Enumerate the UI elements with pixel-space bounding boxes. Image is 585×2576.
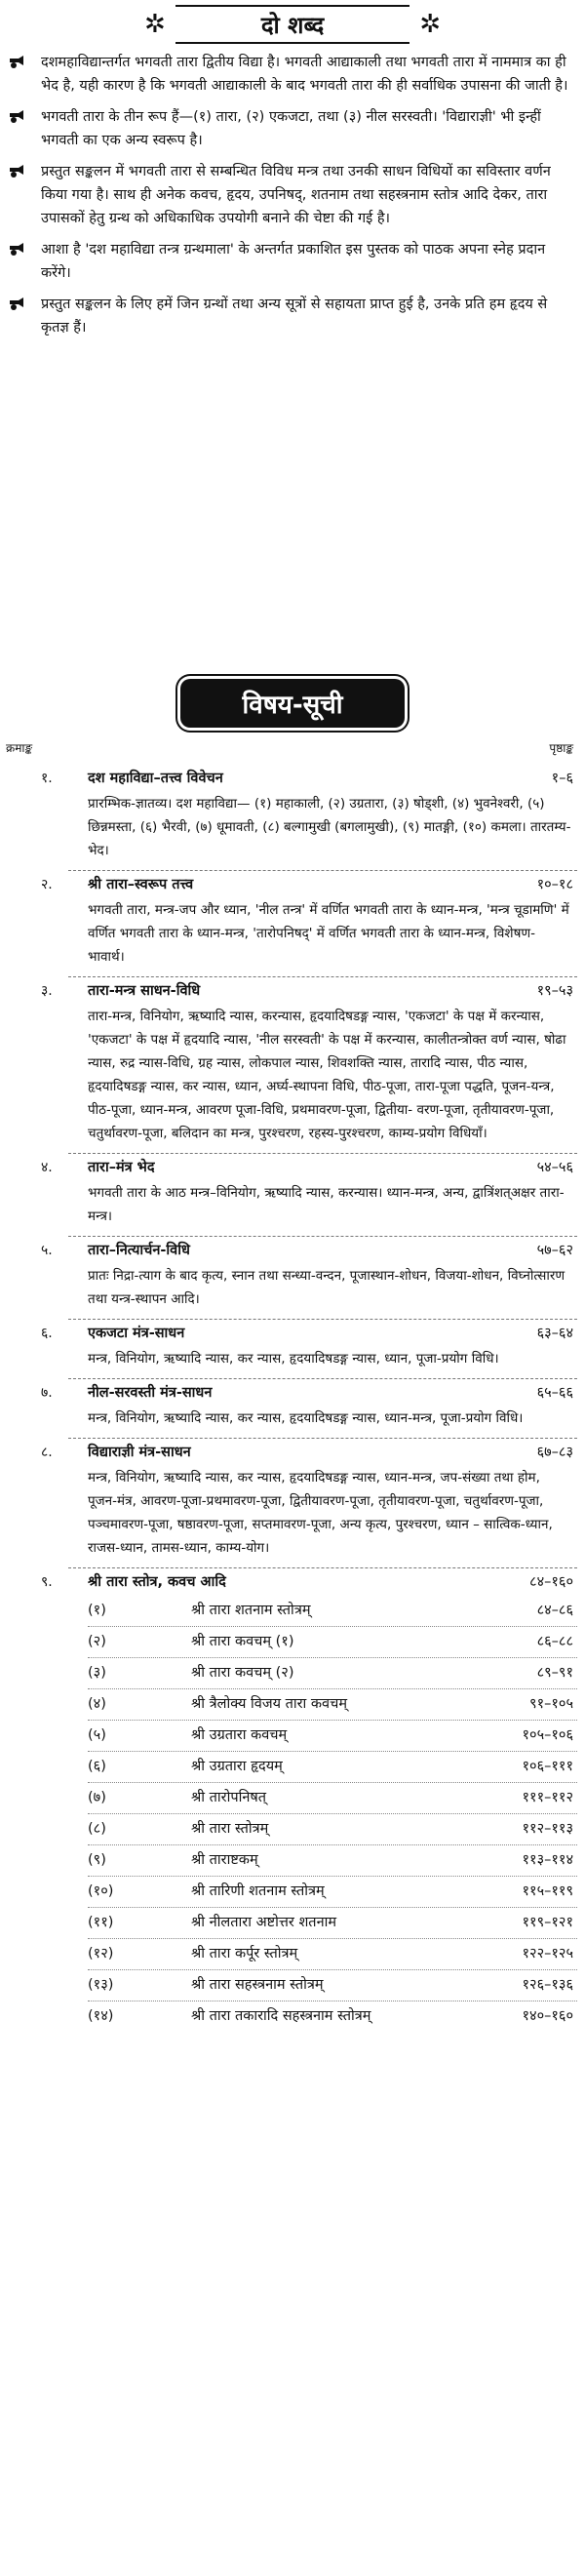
toc-subentry-pages: ८४–८६: [536, 1603, 573, 1618]
toc-entry-description: प्रातः निद्रा-त्याग के बाद कृत्य, स्नान तथा सन्ध्या-वन्दन, पूजास्थान-शोधन, विजया-शोधन, विघ्नोत्सारण तथा यन्त्र-स्थापन आदि।: [88, 1268, 566, 1307]
toc-entry-pages: १–६: [551, 771, 573, 786]
toc-entry-pages: ६५–६६: [536, 1385, 573, 1401]
toc-subentry-pages: १४०–१६०: [522, 2008, 573, 2024]
intro-section: [6, 51, 577, 347]
toc-subentry-number: (११): [88, 1915, 114, 1930]
intro-paragraph: [6, 293, 577, 339]
toc-subentry-pages: १०५–१०६: [522, 1727, 573, 1743]
table-of-contents: [0, 765, 585, 2032]
toc-subentry-title: श्री तारा कवचम् (१): [191, 1634, 294, 1649]
toc-entry-description: भगवती तारा, मन्त्र-जप और ध्यान, 'नील तन्त्र' में वर्णित भगवती तारा के ध्यान-मन्त्र, 'मन्त्र चूडामणि' में वर्णित भगवती तारा के ध्यान-मन्त्र, 'तारोपनिषद्' में वर्णित भगवती तारा के ध्यान-मन्त्र, विशेषण-भावार्थ।: [88, 902, 569, 965]
toc-subentry-number: (२): [88, 1634, 106, 1649]
toc-entry-title: दश महाविद्या–तत्त्व विवेचन: [88, 771, 223, 786]
toc-entry-number: १.: [41, 771, 53, 786]
toc-subentry[interactable]: [0, 1596, 585, 1626]
toc-subentry-number: (४): [88, 1696, 106, 1712]
toc-entry-number: ६.: [41, 1326, 53, 1341]
toc-subentry[interactable]: [0, 1908, 585, 1938]
toc-subentry-number: (१३): [88, 1977, 114, 1993]
toc-entry-description: प्रारम्भिक-ज्ञातव्य। दश महाविद्या— (१) महाकाली, (२) उग्रतारा, (३) षोड्शी, (४) भुवनेश्वरी, (५) छिन्नमस्ता, (६) भैरवी, (७) धूमावती, (८) बल्गामुखी (बगलामुखी), (९) मातङ्गी, (१०) कमला। तारतम्य-भेद।: [88, 796, 571, 858]
toc-subentry-pages: १११–११२: [522, 1790, 573, 1805]
toc-subentry-pages: ८९–९१: [536, 1665, 573, 1681]
pointing-hand-icon: [8, 239, 27, 258]
toc-entry-number: ९.: [41, 1574, 53, 1590]
toc-subentry-title: श्री उग्रतारा हृदयम्: [191, 1759, 283, 1774]
toc-subentry-pages: १२२–१२५: [522, 1946, 573, 1962]
toc-subentry-title: श्री ताराष्टकम्: [191, 1852, 258, 1868]
toc-subentry[interactable]: [0, 1721, 585, 1751]
toc-subentry-pages: १२६–१३६: [522, 1977, 573, 1993]
toc-col-number-header: क्रमाङ्क: [6, 741, 33, 755]
toc-entry[interactable]: [0, 1568, 585, 1596]
toc-subentry[interactable]: [0, 2001, 585, 2032]
toc-entry-title: एकजटा मंत्र-साधन: [88, 1326, 185, 1341]
toc-entry-description: मन्त्र, विनियोग, ऋष्यादि न्यास, कर न्यास, हृदयादिषडङ्ग न्यास, ध्यान, पूजा-प्रयोग विधि।: [88, 1351, 499, 1367]
toc-subentry-number: (७): [88, 1790, 106, 1805]
toc-entry[interactable]: [0, 1154, 585, 1237]
intro-text: भगवती तारा के तीन रूप हैं—(१) तारा, (२) एकजटा, तथा (३) नील सरस्वती। 'विद्याराज्ञी' भी इन्हीं भगवती का एक अन्य स्वरूप है।: [41, 109, 541, 148]
toc-sublist: [0, 1596, 585, 2032]
toc-entry[interactable]: [0, 1237, 585, 1320]
toc-subentry[interactable]: [0, 1814, 585, 1844]
toc-entry-number: ४.: [41, 1160, 53, 1175]
toc-subentry-pages: ८६–८८: [536, 1634, 573, 1649]
toc-subentry-number: (५): [88, 1727, 106, 1743]
toc-subentry-pages: ११२–११३: [522, 1821, 573, 1837]
toc-entry[interactable]: [0, 977, 585, 1154]
toc-entry-title: तारा–मंत्र भेद: [88, 1160, 155, 1175]
toc-entry-pages: १९–५३: [536, 983, 573, 999]
toc-entry[interactable]: [0, 1439, 585, 1568]
toc-entry-number: ८.: [41, 1445, 53, 1460]
toc-subentry-pages: १०६–१११: [522, 1759, 573, 1774]
intro-paragraph: [6, 105, 577, 152]
page-header: [144, 4, 441, 45]
toc-entry-description: मन्त्र, विनियोग, ऋष्यादि न्यास, कर न्यास, हृदयादिषडङ्ग न्यास, ध्यान-मन्त्र, जप-संख्या तथा होम, पूजन-मंत्र, आवरण-पूजा-प्रथमावरण-पूजा, द्वितीयावरण-पूजा, तृतीयावरण-पूजा, चतुर्थावरण-पूजा, पञ्चमावरण-पूजा, षष्ठावरण-पूजा, सप्तमावरण-पूजा, अन्य कृत्य, पुरश्चरण, ध्यान – सात्विक-ध्यान, राजस-ध्यान, तामस-ध्यान, काम्य-योग।: [88, 1470, 553, 1556]
toc-subentry-pages: ११९–१२१: [522, 1915, 573, 1930]
toc-subentry-title: श्री तारा कर्पूर स्तोत्रम्: [191, 1946, 298, 1962]
intro-text: प्रस्तुत सङ्कलन के लिए हमें जिन ग्रन्थों तथा अन्य सूत्रों से सहायता प्राप्त हुई है, उनके प्रति हम हृदय से कृतज्ञ हैं।: [41, 297, 548, 336]
toc-col-page-header: पृष्ठाङ्क: [549, 741, 573, 755]
toc-subentry[interactable]: [0, 1689, 585, 1720]
toc-entry-description: मन्त्र, विनियोग, ऋष्यादि न्यास, कर न्यास, हृदयादिषडङ्ग न्यास, ध्यान-मन्त्र, पूजा-प्रयोग विधि।: [88, 1410, 524, 1426]
toc-subentry[interactable]: [0, 1783, 585, 1813]
toc-subentry-title: श्री उग्रतारा कवचम्: [191, 1727, 288, 1743]
toc-subentry-pages: ११५–११९: [522, 1883, 573, 1899]
intro-text: प्रस्तुत सङ्कलन में भगवती तारा से सम्बन्धित विविध मन्त्र तथा उनकी साधन विधियों का सविस्तार वर्णन किया गया है। साथ ही अनेक कवच, हृदय, उपनिषद्, शतनाम तथा सहस्त्रनाम स्तोत्र आदि देकर, तारा उपासकों हेतु ग्रन्थ को अधिकाधिक उपयोगी बनाने की चेष्टा की गई है।: [41, 164, 551, 226]
toc-entry-pages: ८४–१६०: [529, 1574, 573, 1590]
toc-entry[interactable]: [0, 1379, 585, 1439]
toc-entry-pages: ५४–५६: [536, 1160, 573, 1175]
toc-subentry-number: (१०): [88, 1883, 114, 1899]
toc-subentry-number: (१): [88, 1603, 106, 1618]
toc-entry-pages: ६७–८३: [536, 1445, 573, 1460]
toc-entry-description: तारा-मन्त्र, विनियोग, ऋष्यादि न्यास, करन्यास, हृदयादिषडङ्ग न्यास, 'एकजटा' के पक्ष में करन्यास, 'एकजटा' के पक्ष में हृदयादि न्यास, 'नील सरस्वती' के पक्ष में करन्यास, कालीतन्त्रोक्त वर्ण न्यास, षोढा न्यास, रुद्र न्यास-विधि, ग्रह न्यास, लोकपाल न्यास, शिवशक्ति न्यास, तारादि न्यास, पीठ न्यास, हृदयादिषडङ्ग न्यास, कर न्यास, ध्यान, अर्घ्य-स्थापना विधि, पीठ-पूजा, तारा-पूजा पद्धति, पूजन-यन्त्र, पीठ-पूजा, ध्यान-मन्त्र, आवरण पूजा-विधि, प्रथमावरण-पूजा, द्वितीया- वरण-पूजा, तृतीयावरण-पूजा, चतुर्थावरण-पूजा, बलिदान का मन्त्र, पुरश्चरण, रहस्य-पुरश्चरण, काम्य-प्रयोग विधियाँ।: [88, 1009, 566, 1141]
toc-subentry-title: श्री तारा स्तोत्रम्: [191, 1821, 269, 1837]
toc-subentry[interactable]: [0, 1877, 585, 1907]
intro-paragraph: [6, 238, 577, 285]
toc-subentry-title: श्री तारिणी शतनाम स्तोत्रम्: [191, 1883, 325, 1899]
toc-entry-number: ५.: [41, 1243, 53, 1258]
toc-entry-title: श्री तारा–स्वरूप तत्त्व: [88, 877, 194, 892]
toc-entry-pages: १०–१८: [536, 877, 573, 892]
toc-subentry-title: श्री त्रैलोक्य विजय तारा कवचम्: [191, 1696, 347, 1712]
intro-paragraph: [6, 160, 577, 230]
toc-entry-number: ३.: [41, 983, 53, 999]
toc-title: विषय-सूची: [180, 679, 405, 728]
intro-text: दशमहाविद्यान्तर्गत भगवती तारा द्वितीय विद्या है। भगवती आद्याकाली तथा भगवती तारा में नाममात्र का ही भेद है, यही कारण है कि भगवती आद्याकाली के बाद भगवती तारा की ही सर्वाधिक उपासना की जाती है।: [41, 55, 568, 94]
toc-entry-description: भगवती तारा के आठ मन्त्र–विनियोग, ऋष्यादि न्यास, करन्यास। ध्यान-मन्त्र, अन्य, द्वात्रिंशत्अक्षर तारा-मन्त्र।: [88, 1185, 565, 1224]
pointing-hand-icon: [8, 106, 27, 126]
toc-entry-number: २.: [41, 877, 53, 892]
toc-subentry-title: श्री तारा सहस्त्रनाम स्तोत्रम्: [191, 1977, 324, 1993]
toc-subentry-number: (९): [88, 1852, 106, 1868]
toc-subentry-title: श्री तारोपनिषत्: [191, 1790, 267, 1805]
toc-subentry-pages: ११३–११४: [522, 1852, 573, 1868]
toc-subentry-number: (१४): [88, 2008, 114, 2024]
toc-subentry-title: श्री तारा शतनाम स्तोत्रम्: [191, 1603, 311, 1618]
toc-subentry[interactable]: [0, 1970, 585, 2001]
toc-entry-title: तारा-मन्त्र साधन-विधि: [88, 983, 201, 999]
toc-subentry-pages: ९१–१०५: [529, 1696, 573, 1712]
toc-entry-title: तारा–नित्यार्चन-विधि: [88, 1243, 190, 1258]
pointing-hand-icon: [8, 161, 27, 180]
toc-entry-pages: ५७–६२: [536, 1243, 573, 1258]
flower-icon: ✲: [419, 10, 441, 39]
toc-subentry-number: (३): [88, 1665, 106, 1681]
flower-icon: ✲: [144, 10, 166, 39]
toc-subentry[interactable]: [0, 1627, 585, 1657]
toc-entry[interactable]: [0, 1320, 585, 1379]
toc-entry-title: श्री तारा स्तोत्र, कवच आदि: [88, 1574, 226, 1590]
toc-subentry-number: (६): [88, 1759, 106, 1774]
toc-entry-pages: ६३–६४: [536, 1326, 573, 1341]
pointing-hand-icon: [8, 52, 27, 71]
toc-subentry-title: श्री तारा कवचम् (२): [191, 1665, 294, 1681]
toc-subentry-title: श्री तारा तकारादि सहस्त्रनाम स्तोत्रम्: [191, 2008, 371, 2024]
toc-subentry[interactable]: [0, 1845, 585, 1876]
intro-text: आशा है 'दश महाविद्या तन्त्र ग्रन्थमाला' के अन्तर्गत प्रकाशित इस पुस्तक को पाठक अपना स्नेह प्रदान करेंगे।: [41, 242, 546, 281]
toc-subentry[interactable]: [0, 1658, 585, 1688]
toc-subentry-number: (८): [88, 1821, 106, 1837]
toc-subentry-title: श्री नीलतारा अष्टोत्तर शतनाम: [191, 1915, 337, 1930]
toc-entry-number: ७.: [41, 1385, 53, 1401]
toc-entry[interactable]: [0, 765, 585, 871]
toc-entry-title: विद्याराज्ञी मंत्र-साधन: [88, 1445, 191, 1460]
pointing-hand-icon: [8, 294, 27, 313]
toc-entry-title: नील-सरवस्ती मंत्र-साधन: [88, 1385, 213, 1401]
toc-subentry[interactable]: [0, 1752, 585, 1782]
toc-entry[interactable]: [0, 871, 585, 977]
toc-subentry[interactable]: [0, 1939, 585, 1969]
page-title: दो शब्द: [176, 5, 410, 44]
toc-subentry-number: (१२): [88, 1946, 114, 1962]
intro-paragraph: [6, 51, 577, 98]
